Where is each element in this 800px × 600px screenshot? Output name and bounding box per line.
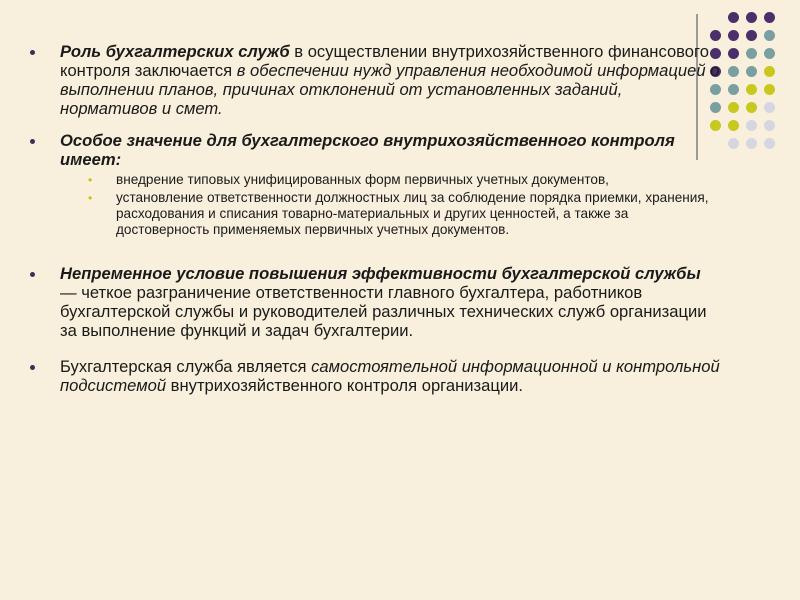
decorative-dot: [764, 120, 775, 131]
decorative-dot: [728, 138, 739, 149]
bullet-lead: Непременное условие повышения эффективности бухгалтерской службы: [60, 264, 701, 283]
decorative-dot: [710, 30, 721, 41]
sub-list-item: • внедрение типовых унифицированных форм первичных учетных документов,: [88, 172, 720, 188]
decorative-dot: [728, 30, 739, 41]
bullet-text: в осуществлении внутрихозяйственного финансового контроля заключается: [60, 42, 709, 80]
bullet-text: — четкое разграничение ответственности главного бухгалтера, работников бухгалтерской службы и руководителей различных технических служб организации за выполнение функций и задач бухгалтерии.: [60, 283, 707, 340]
sub-list: [88, 172, 720, 238]
decorative-dot: [746, 138, 757, 149]
bullet-lead: Особое значение для бухгалтерского внутрихозяйственного контроля имеет:: [60, 131, 675, 169]
decorative-dot: [746, 66, 757, 77]
decorative-dot: [764, 84, 775, 95]
bullet-special-importance: [30, 131, 720, 238]
decorative-dot: [764, 102, 775, 113]
slide-content: [30, 42, 720, 395]
decorative-dot: [764, 138, 775, 149]
decorative-dot: [746, 12, 757, 23]
bullet-text: Бухгалтерская служба является: [60, 357, 312, 376]
decorative-dot: [746, 30, 757, 41]
decorative-dot: [764, 12, 775, 23]
decorative-dot: [764, 30, 775, 41]
decorative-dot: [764, 66, 775, 77]
decorative-dot: [746, 102, 757, 113]
decorative-dot: [728, 120, 739, 131]
decorative-dot: [728, 48, 739, 59]
decorative-dot: [746, 120, 757, 131]
decorative-dot: [728, 102, 739, 113]
decorative-dot: [728, 12, 739, 23]
bullet-italic-text: в обеспечении нужд управления необходимой информацией о выполнении планов, причинах отклонений от установленных заданий, нормативов и смет.: [60, 61, 720, 118]
decorative-dot: [746, 48, 757, 59]
bullet-lead: Роль бухгалтерских служб: [60, 42, 290, 61]
bullet-role-of-accounting: [30, 42, 720, 118]
bullet-text: внутрихозяйственного контроля организации.: [166, 376, 524, 395]
bullet-italic-text: самостоятельной информационной и контрольной подсистемой: [60, 357, 720, 395]
decorative-dot: [746, 84, 757, 95]
decorative-dot: [728, 66, 739, 77]
bullet-accounting-subsystem: [30, 357, 720, 395]
decorative-dot: [728, 84, 739, 95]
decorative-dot: [764, 48, 775, 59]
sub-list-item: • установление ответственности должностных лиц за соблюдение порядка приемки, хранения, расходования и списания товарно-материальных и других ценностей, а также за достоверность применяемых первичных учетных документов.: [88, 190, 720, 238]
bullet-efficiency-condition: [30, 264, 720, 340]
